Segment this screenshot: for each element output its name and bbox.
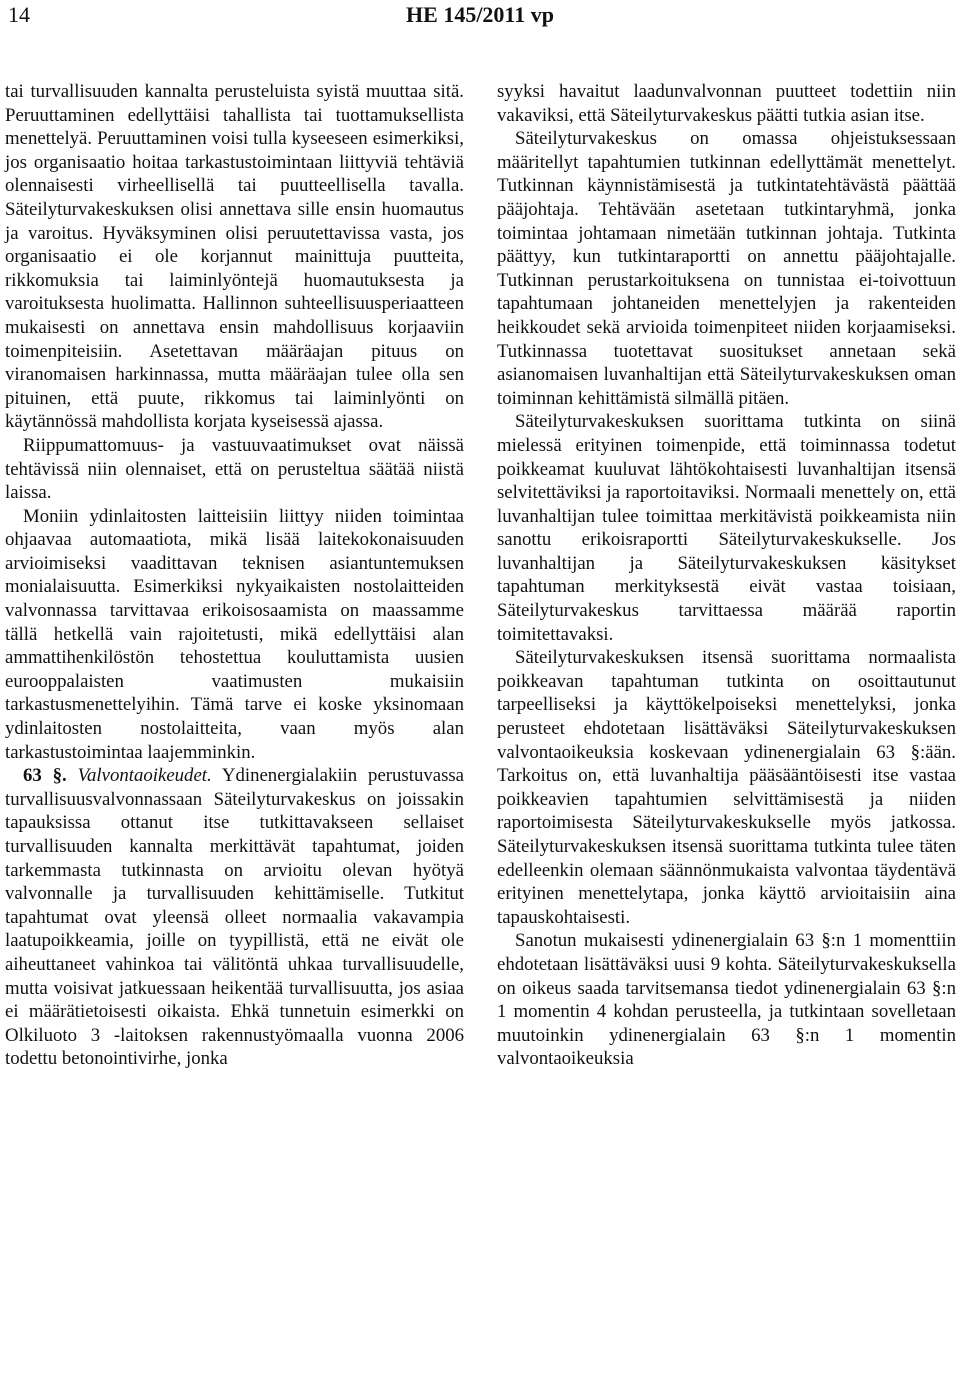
section-number: 63 §.: [23, 765, 67, 787]
paragraph: Säteilyturvakeskuksen suorittama tutkinta on siinä mielessä erityinen toimenpide, että toiminnassa todetut poikkeamat kuuluvat lähtökohtaisesti luvanhaltijan itsensä selvitettäviksi ja raportoitaviksi. Normaali menettely on, että luvanhaltijan tulee toimittaa merkitävistä poikkeamista niin sanottu erikoisraportti Säteilyturvakeskukselle. Jos luvanhaltijan ja Säteilyturvakeskuksen käsitykset tapahtuman merkityksestä eivät vastaa toisiaan, Säteilyturvakeskus tarvittaessa määrää raportin toimitettavaksi.: [497, 411, 956, 645]
paragraph: Moniin ydinlaitosten laitteisiin liittyy niiden toimintaa ohjaavaa automaatiota, mikä lisää laitekokonaisuuden arvioimiseksi vaadittavan teknisen asiantuntemuksen monialaisuutta. Esimerkiksi nykyaikaisten nostolaitteiden valvonnassa tarvittavaa erikoisosaamista on maassamme tällä hetkellä vain rajoitetusti, mikä edellyttäisi alan ammattihenkilöstön tehostettua kouluttamista uusien eurooppalaisten vaatimusten mukaisiin tarkastusmenettelyihin. Tämä tarve ei koske yksinomaan ydinlaitosten nostolaitteita, vaan myös alan tarkastustoimintaa laajemminkin.: [5, 505, 464, 763]
paragraph: Sanotun mukaisesti ydinenergialain 63 §:n 1 momenttiin ehdotetaan lisättäväksi uusi 9 kohta. Säteilyturvakeskuksella on oikeus saada tarvitsemansa tiedot ydinenergialain 63 §:n 1 momentin 4 kohdan perusteella, ja tutkintaan sovelletaan muutoinkin ydinenergialain 63 §:n 1 momentin valvontaoikeuksia: [497, 930, 956, 1070]
page-header: [0, 0, 960, 40]
page-number: 14: [8, 2, 30, 27]
paragraph: tai turvallisuuden kannalta perusteluista syistä muuttaa sitä. Peruuttaminen edellyttäisi tahallista tai tuottamuksellista menettelyä. Peruuttaminen voisi tulla kyseeseen esimerkiksi, jos organisaatio hoitaa tarkastustoimintaan liittyviä tehtäviä olennaisesti virheellisellä tai puutteellisella tavalla. Säteilyturvakeskuksen olisi annettava sille ensin huomautus ja varoitus. Hyväksyminen olisi peruutettavissa vasta, jos organisaatio ei ole korjannut mainittuja puutteita, rikkomuksia tai laiminlyöntejä huomautuksesta ja varoituksesta huolimatta. Hallinnon suhteellisuusperiaatteen mukaisesti on annettava ensin mahdollisuus korjaaviin toimenpiteisiin. Asetettavan määräajan pituus on viranomaisen harkinnassa, mutta määräajan tulee olla sen pituinen, että puute, rikkomus tai laiminlyönti on käytännössä mahdollista korjata kyseisessä ajassa.: [5, 81, 464, 433]
left-column: [5, 80, 464, 1071]
section-paragraph: [5, 764, 464, 1071]
paragraph: syyksi havaitut laadunvalvonnan puutteet todettiin niin vakaviksi, että Säteilyturvakeskus päätti tutkia asian itse.: [497, 81, 956, 126]
right-column: [497, 80, 956, 1071]
section-text: Ydinenergialakiin perustuvassa turvallisuusvalvonnassaan Säteilyturvakeskus on joissakin tapauksissa ottanut itse tutkittavakseen sellaiset turvallisuuden kannalta merkittävät tapahtumat, joiden tarkemmasta tutkinnasta on arvioitu olevan hyötyä valvonnalle ja turvallisuuden kehittämiselle. Tutkitut tapahtumat ovat yleensä olleet normaalia vakavampia laatupoikkeamia, joille on tyypillistä, että ne eivät ole aiheuttaneet vahinkoa tai välitöntä uhkaa turvallisuudelle, mutta voisivat jatkuessaan heikentää turvallisuutta, jos asiaa ei määrätietoisesti oikaista. Ehkä tunnetuin esimerkki on Olkiluoto 3 -laitoksen rakennustyömaalla vuonna 2006 todettu betonointivirhe, jonka: [5, 765, 465, 1070]
paragraph: Säteilyturvakeskuksen itsensä suorittama normaalista poikkeavan tapahtuman tutkinta on osoittautunut tarpeelliseksi ja käyttökelpoiseksi menettelyksi, jonka perusteet ehdotetaan lisättäväksi Säteilyturvakeskuksen valvontaoikeuksia koskevaan ydinenergialain 63 §:ään. Tarkoitus on, että luvanhaltija pääsääntöisesti itse vastaa poikkeavien tapahtumien selvittämisestä ja niiden raportoimisesta Säteilyturvakeskukselle myös jatkossa. Säteilyturvakeskuksen itsensä suorittama tutkinta tulee täten edelleenkin olemaan säännönmukaista valvontaa täydentävä erityinen menettelytapa, jonka käyttö arvioitaisiin aina tapauskohtaisesti.: [497, 647, 956, 928]
paragraph: Säteilyturvakeskus on omassa ohjeistuksessaan määritellyt tapahtumien tutkinnan edellyttämät menettelyt. Tutkinnan käynnistämisestä ja tutkintatehtävästä päättää pääjohtaja. Tehtävään asetetaan tutkintaryhmä, jonka toimintaa johtamaan nimetään tutkinnan johtaja. Tutkinta päättyy, kun tutkintaraportti on annettu pääjohtajalle. Tutkinnan perustarkoituksena on tunnistaa ei-toivottuun tapahtumaan johtaneiden menettelyjen ja rakenteiden heikkoudet sekä arvioida toimenpiteet niiden korjaamiseksi. Tutkinnassa tuotettavat suositukset annetaan sekä asianomaisen luvanhaltijan että Säteilyturvakeskuksen oman toiminnan kehittämistä silmällä pitäen.: [497, 128, 956, 409]
document-id: HE 145/2011 vp: [406, 2, 554, 27]
paragraph: Riippumattomuus- ja vastuuvaatimukset ovat näissä tehtävissä niin olennaiset, että on perusteltua säätää niistä laissa.: [5, 434, 464, 504]
section-title: Valvontaoikeudet.: [77, 765, 212, 787]
